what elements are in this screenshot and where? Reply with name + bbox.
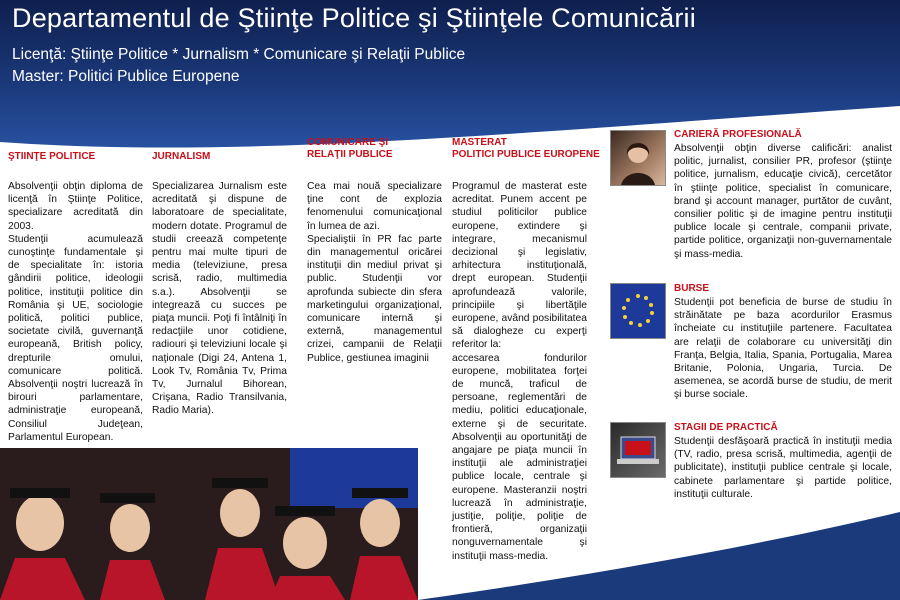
master-line: Master: Politici Publice Europene [12, 68, 240, 85]
heading-masterat: MASTERAT POLITICI PUBLICE EUROPENE [452, 137, 600, 160]
stiinte-paragraph-1: Absolvenţii obţin diploma de licenţă în Ştiinţe Politice, specializare acreditată din 2003. [8, 181, 143, 232]
page-title: Departamentul de Ştiinţe Politice şi Ştiinţele Comunicării [12, 3, 696, 33]
career-photo [610, 130, 666, 186]
comunicare-paragraph-2: Specialiştii în PR fac parte din managementul oricărei instituţii din mediul privat şi public. Studenţii vor aprofunda subiecte din sfera marketingului organizaţional, comunicare internă şi externă, managementul crizei, campanii de Relaţii Publice, gestiunea imaginii [307, 233, 442, 364]
heading-cariera: CARIERĂ PROFESIONALĂ [674, 129, 802, 140]
masterat-paragraph-2: accesarea fondurilor europene, mobilitatea forţei de muncă, traficul de persoane, reglementări de mediu, politici educaţionale, externe şi de securitate. Absolvenţii au oportunităţi de angajare pe piaţa muncii în instituţii ale administraţiei publice locale, centrale şi europene. Masteranzii noştri lucrează în administraţie, justiţie, poliţie, poliţie de frontieră, organizaţii nonguvernamentale şi instituţii mass-media. [452, 352, 587, 562]
heading-stagii: STAGII DE PRACTICĂ [674, 422, 778, 433]
heading-jurnalism: JURNALISM [152, 151, 211, 162]
person-portrait-icon [611, 131, 665, 185]
jurnalism-paragraph-1: Specializarea Jurnalism este acreditată şi dispune de laboratoare de specialitate, modern dotate. Programul de studii creează competenţe pentru mai multe tipuri de media (televiziune, presa scrisă, radio, multimedia s.a.). Absolvenţii se integrează cu succes pe piaţa muncii. Poţi fi întâlniţi în redacţiile unor cotidiene, radiouri şi televiziuni locale şi naţionale (Digi 24, Antena 1, Look Tv, România Tv, Prima Tv, Jurnalul Bihorean, Crişana, Radio Transilvania, Radio Maria). [152, 181, 287, 417]
column-stiinte-politice [8, 180, 143, 444]
burse-paragraph-1: Studenţii pot beneficia de burse de studiu în străinătate pe baza acordurilor Erasmus încheiate cu instituţiile partenere. Facultatea are relaţii de colaborare cu universităţi din Franţa, Belgia, Italia, Spania, Portugalia, Marea Britanie, Polonia, Ungaria, Turcia. De asemenea, se acordă burse de studiu, de merit şi burse sociale. [674, 297, 892, 401]
bottom-wave [0, 440, 900, 600]
heading-stiinte-politice: ŞTIINŢE POLITICE [8, 151, 96, 162]
column-jurnalism [152, 180, 287, 418]
stagii-paragraph-1: Studenţii desfăşoară practică în instituţii media (TV, radio, presa scrisă, multimedia, agenţii de publicitate), instituţii publice centrale şi locale, cabinete parlamentare şi partide politice, instituţii culturale. [674, 436, 892, 500]
cariera-paragraph-1: Absolvenţii obţin diverse calificări: analist politic, jurnalist, consilier PR, profesor (ştiinţe politice, jurnalism, educaţie civică), cercetător în ştiinţe politice, specialist în comunicare, brand şi account manager, purtător de cuvânt, consilier politic şi de imagine pentru instituţii publice locale şi centrale, companii private, partide politice, organizaţii non-guvernamentale şi mass-media. [674, 143, 892, 260]
column-cariera [674, 142, 892, 261]
stiinte-paragraph-2: Studenţii acumulează cunoştinţe fundamentale şi de specialitate în: istoria gândirii politice, ideologii politice, instituţii politice din România şi UE, sociologie politică, politici publice, societate civilă, guvernanţă europeană, British policy, drepturile omului, comunicare politică. Absolvenţii noştri lucrează în birouri parlamentare, administraţie europeană, Consiliul Judeţean, Parlamentul European. [8, 233, 143, 443]
comunicare-paragraph-1: Cea mai nouă specializare ţine cont de explozia fenomenului comunicaţional în lumea de azi. [307, 181, 442, 232]
licenta-line: Licenţă: Ştiinţe Politice * Jurnalism * Comunicare şi Relaţii Publice [12, 46, 466, 63]
heading-burse: BURSE [674, 283, 710, 294]
eu-stars-icon [611, 284, 665, 338]
heading-comunicare: COMUNICARE ŞI RELAŢII PUBLICE [307, 137, 393, 160]
eu-flag-photo [610, 283, 666, 339]
column-burse [674, 296, 892, 402]
masterat-paragraph-1: Programul de masterat este acreditat. Punem accent pe studiul politicilor publice europene, extindere şi integrare, mecanismul decizional şi legislativ, arhitectura instituţională, drept european. Studenţii aprofundează valorile, principiile şi libertăţile europene, având posibilitatea să dialogheze cu experţi referitor la: [452, 181, 587, 351]
column-comunicare [307, 180, 442, 365]
